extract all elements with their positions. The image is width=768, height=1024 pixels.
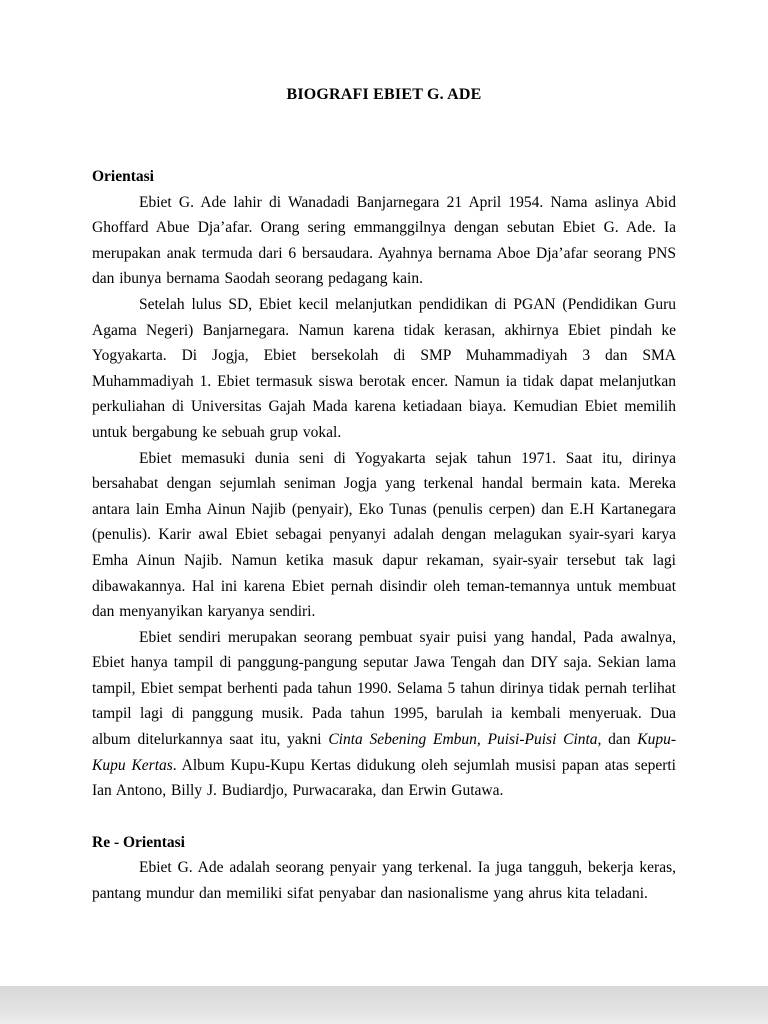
paragraph-birth: Ebiet G. Ade lahir di Wanadadi Banjarnegara 21 April 1954. Nama aslinya Abid Ghoffard Abue Dja’afar. Orang sering emmanggilnya dengan sebutan Ebiet G. Ade. Ia merupakan anak termuda dari 6 bersaudara. Ayahnya bernama Aboe Dja’afar seorang PNS dan ibunya bernama Saodah seorang pedagang kain. xyxy=(92,193,676,288)
text-segment: dan xyxy=(601,731,638,749)
paragraph-education: Setelah lulus SD, Ebiet kecil melanjutkan pendidikan di PGAN (Pendidikan Guru Agama Negeri) Banjarnegara. Namun karena tidak kerasan, akhirnya Ebiet pindah ke Yogyakarta. Di Jogja, Ebiet bersekolah di SMP Muhammadiyah 3 dan SMA Muhammadiyah 1. Ebiet termasuk siswa berotak encer. Namun ia tidak dapat melanjutkan perkuliahan di Universitas Gajah Mada karena ketiadaan biaya. Kemudian Ebiet memilih untuk bergabung ke sebuah grup vokal. xyxy=(92,295,676,441)
text-segment: . Album Kupu-Kupu Kertas didukung oleh sejumlah musisi papan atas seperti Ian Antono, Billy J. Budiardjo, Purwacaraka, dan Erwin Gutawa. xyxy=(92,756,676,800)
text-segment-album-title: Kupu-Kupu Kertas xyxy=(92,731,676,774)
text-segment: Ebiet sendiri merupakan seorang pembuat syair puisi yang handal, Pada awalnya, Ebiet hanya tampil di panggung-pangung seputar Jawa Tengah dan DIY saja. Sekian lama tampil, Ebiet sempat berhenti pada tahun 1990. Selama 5 tahun dirinya tidak pernah terlihat tampil lagi di panggung musik. Pada tahun 1995, barulah ia kembali menyeruak. Dua album ditelurkannya saat itu, yakni xyxy=(92,628,676,749)
text-segment-album-titles: Cinta Sebening Embun, Puisi-Puisi Cinta, xyxy=(328,731,602,749)
page-bottom-edge xyxy=(0,986,768,1024)
section-heading-re-orientasi: Re - Orientasi xyxy=(92,833,185,851)
paragraph-conclusion: Ebiet G. Ade adalah seorang penyair yang terkenal. Ia juga tangguh, bekerja keras, pantang mundur dan memiliki sifat penyabar dan nasionalisme yang ahrus kita teladani. xyxy=(92,859,676,903)
paragraph-albums xyxy=(92,625,676,804)
paragraph-art-career: Ebiet memasuki dunia seni di Yogyakarta sejak tahun 1971. Saat itu, dirinya bersahabat dengan sejumlah seniman Jogja yang terkenal handal bermain kata. Mereka antara lain Emha Ainun Najib (penyair), Eko Tunas (penulis cerpen) dan E.H Kartanegara (penulis). Karir awal Ebiet sebagai penyanyi adalah dengan melagukan syair-syari karya Emha Ainun Najib. Namun ketika masuk dapur rekaman, syair-syair tersebut tak lagi dibawakannya. Hal ini karena Ebiet pernah disindir oleh teman-temannya untuk membuat dan menyanyikan karyanya sendiri. xyxy=(92,449,676,621)
page-title: BIOGRAFI EBIET G. ADE xyxy=(286,86,482,103)
section-heading-orientasi: Orientasi xyxy=(92,168,154,185)
